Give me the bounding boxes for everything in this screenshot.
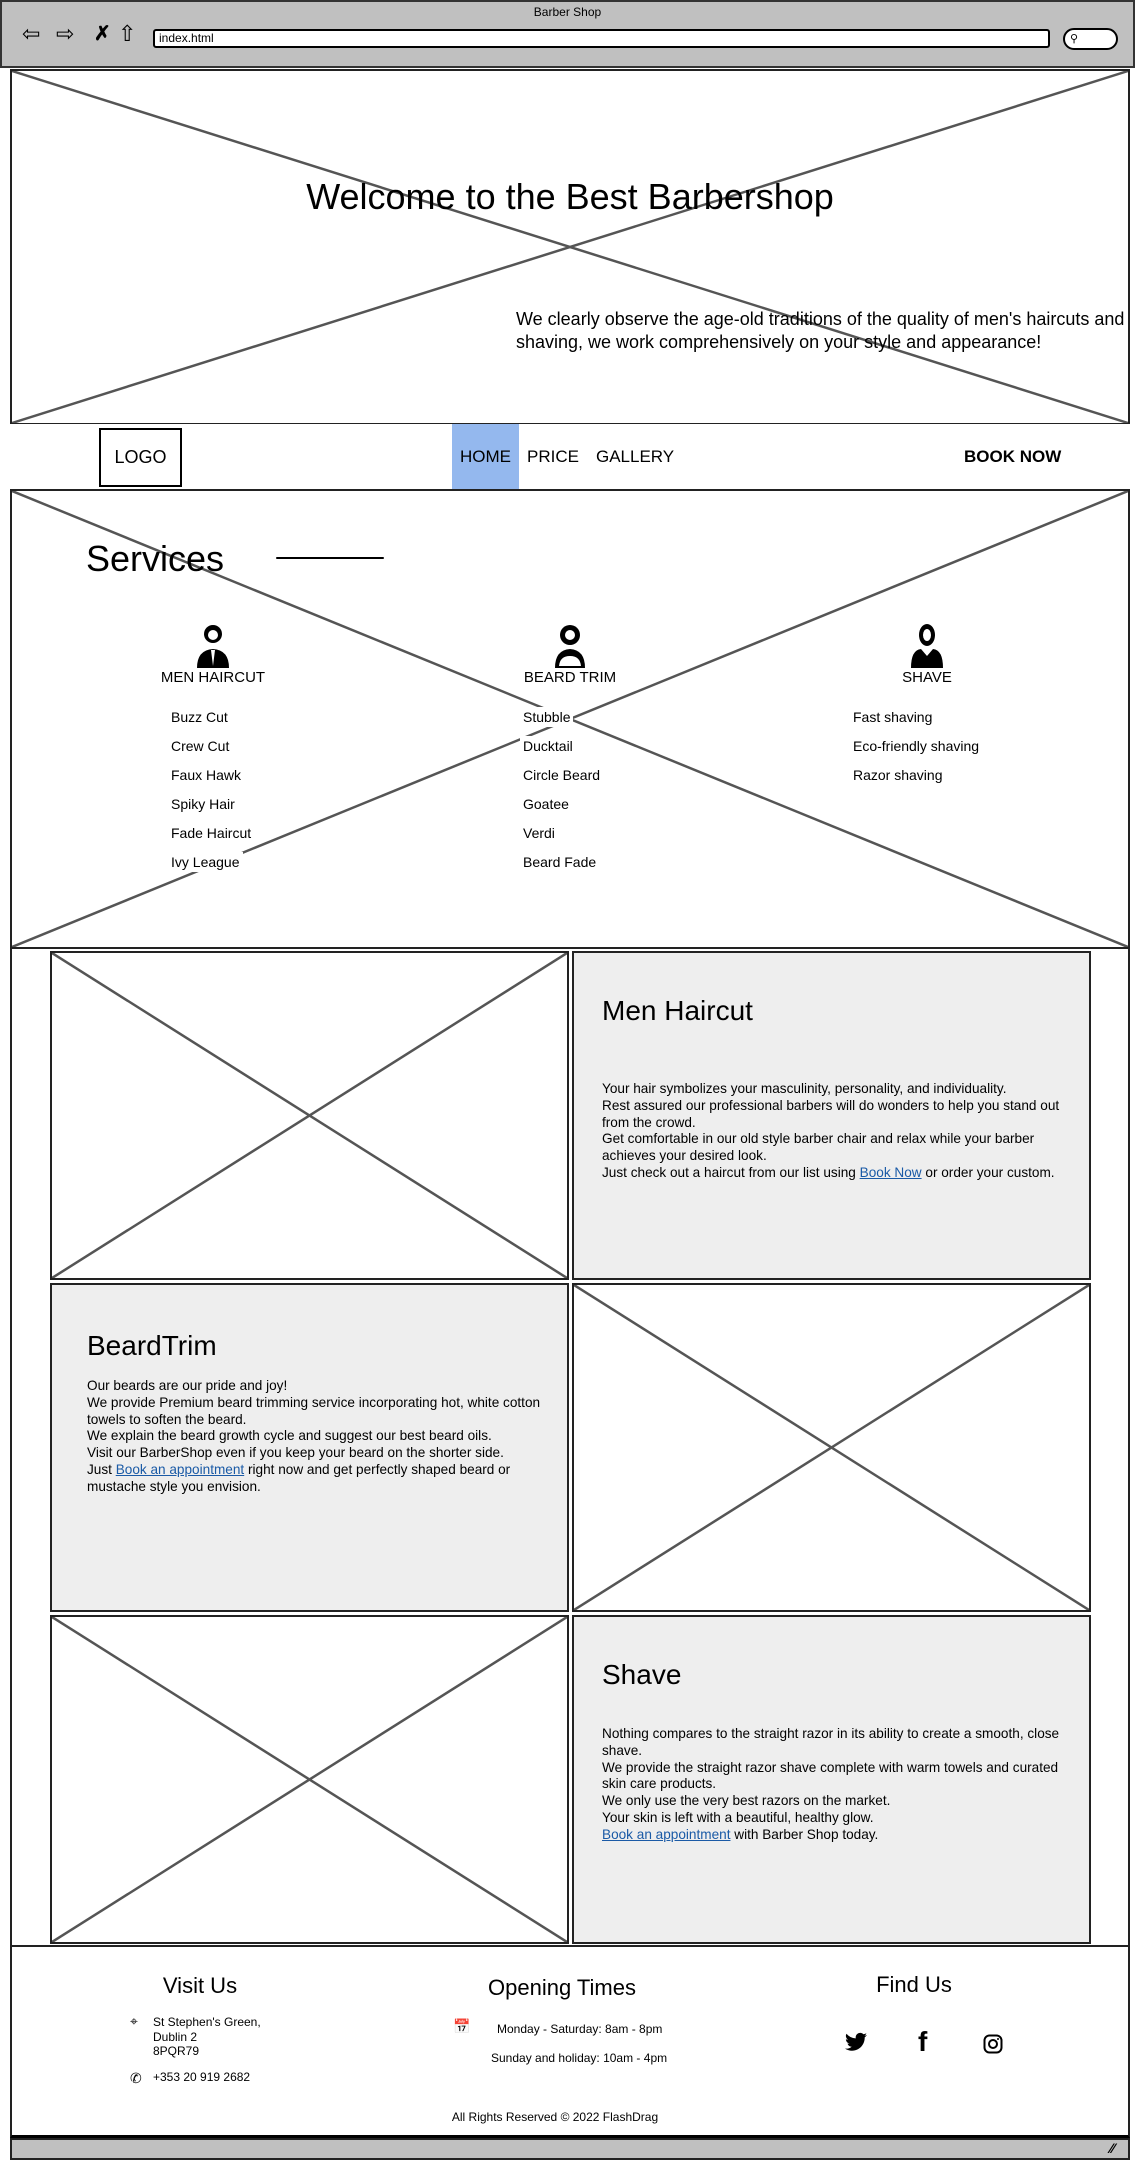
nav-price[interactable]: PRICE xyxy=(527,447,579,466)
service-item: Razor shaving xyxy=(850,765,946,785)
address-line: 8PQR79 xyxy=(153,2044,200,2058)
visit-us-title: Visit Us xyxy=(162,1973,238,1998)
hours-weekday: Monday - Saturday: 8am - 8pm xyxy=(497,2022,663,2036)
text-line xyxy=(602,1827,1082,1844)
beard-text-card xyxy=(50,1283,569,1612)
text: Just check out a haircut from our list using xyxy=(602,1164,860,1180)
calendar-icon: 📅 xyxy=(453,2018,471,2034)
nav-gallery[interactable]: GALLERY xyxy=(596,447,675,466)
service-item: Crew Cut xyxy=(168,736,232,756)
address-line: St Stephen's Green, xyxy=(153,2015,261,2029)
text-line: We provide the straight razor shave complete with warm towels and curated skin care products. xyxy=(602,1759,1059,1792)
service-item: Fast shaving xyxy=(850,707,935,727)
service-item: Stubble xyxy=(520,707,573,727)
close-icon[interactable]: ✗ xyxy=(94,23,111,45)
service-item: Ivy League xyxy=(168,852,243,872)
text-line: Visit our BarberShop even if you keep your beard on the shorter side. xyxy=(87,1445,504,1461)
phone-icon: ✆ xyxy=(130,2070,142,2086)
haircut-text-card xyxy=(572,951,1091,1280)
shave-image-placeholder xyxy=(50,1615,569,1944)
hours-weekend: Sunday and holiday: 10am - 4pm xyxy=(491,2051,668,2065)
beard-trim-label: BEARD TRIM xyxy=(523,669,617,686)
text: with Barber Shop today. xyxy=(730,1826,879,1842)
service-item: Buzz Cut xyxy=(168,707,231,727)
beard-image-placeholder xyxy=(572,1283,1091,1612)
nav-home[interactable]: HOME xyxy=(452,424,519,489)
book-appointment-link[interactable]: Book an appointment xyxy=(602,1826,731,1842)
haircut-title: Men Haircut xyxy=(602,995,753,1026)
instagram-icon[interactable] xyxy=(983,2034,1003,2054)
location-pin-icon: ⌖ xyxy=(130,2013,138,2029)
twitter-icon[interactable] xyxy=(844,2032,868,2054)
address-line: Dublin 2 xyxy=(153,2029,198,2044)
phone-number[interactable]: +353 20 919 2682 xyxy=(153,2070,251,2084)
forward-icon[interactable]: ⇨ xyxy=(56,21,75,46)
hero-title: Welcome to the Best Barbershop xyxy=(306,176,834,217)
service-item: Circle Beard xyxy=(520,765,603,785)
book-appointment-link[interactable]: Book an appointment xyxy=(115,1461,245,1477)
copyright: All Rights Reserved © 2022 FlashDrag xyxy=(451,2110,659,2124)
beard-description xyxy=(87,1378,567,1496)
hero-image-placeholder xyxy=(10,69,1130,425)
service-item: Eco-friendly shaving xyxy=(850,736,982,756)
service-item: Verdi xyxy=(520,823,558,843)
service-item: Beard Fade xyxy=(520,852,599,872)
services-title: Services xyxy=(86,538,225,579)
facebook-icon[interactable]: f xyxy=(918,2026,928,2057)
text-line: Your skin is left with a beautiful, healthy glow. xyxy=(602,1809,874,1825)
address-bar[interactable]: index.html xyxy=(153,29,1050,48)
text-line xyxy=(87,1462,567,1496)
text: or order your custom. xyxy=(921,1164,1055,1180)
text-line: Nothing compares to the straight razor in its ability to create a smooth, close shave. xyxy=(602,1726,1060,1758)
text-line: We explain the beard growth cycle and suggest our best beard oils. xyxy=(87,1428,492,1444)
book-now-button[interactable]: BOOK NOW xyxy=(964,447,1062,466)
service-item: Goatee xyxy=(520,794,572,814)
haircut-description xyxy=(602,1081,1082,1182)
beard-title: BeardTrim xyxy=(87,1330,217,1361)
text: Just xyxy=(87,1461,116,1477)
men-haircut-label: MEN HAIRCUT xyxy=(160,669,266,686)
search-button[interactable] xyxy=(1063,28,1118,50)
person-icon xyxy=(907,622,947,668)
status-bar xyxy=(10,2138,1130,2160)
service-item: Faux Hawk xyxy=(168,765,244,785)
service-item: Ducktail xyxy=(520,736,576,756)
resize-grip-icon[interactable]: ⁄⁄ xyxy=(1110,2140,1115,2156)
home-icon[interactable]: ⇧ xyxy=(118,21,137,46)
back-icon[interactable]: ⇦ xyxy=(22,21,41,46)
text-line: Get comfortable in our old style barber chair and relax while your barber achieves your desired look. xyxy=(602,1131,1035,1164)
address xyxy=(153,2015,261,2059)
window-title: Barber Shop xyxy=(533,5,602,19)
haircut-image-placeholder xyxy=(50,951,569,1280)
text-line: Rest assured our professional barbers will do wonders to help you stand out from the crowd. xyxy=(602,1097,1060,1130)
man-suit-icon xyxy=(193,622,233,668)
text-line xyxy=(602,1165,1082,1182)
title-underline xyxy=(276,557,384,559)
text-line: Your hair symbolizes your masculinity, personality, and individuality. xyxy=(602,1081,1007,1096)
find-us-title: Find Us xyxy=(876,1972,952,1997)
shave-description xyxy=(602,1726,1082,1844)
text: right now and get perfectly shaped beard or mustache style you envision. xyxy=(87,1461,511,1494)
logo[interactable]: LOGO xyxy=(99,428,182,487)
text-line: We provide Premium beard trimming service incorporating hot, white cotton towels to soften the beard. xyxy=(87,1394,541,1427)
shave-label: SHAVE xyxy=(902,669,952,686)
shave-text-card xyxy=(572,1615,1091,1944)
book-now-link[interactable]: Book Now xyxy=(859,1164,922,1180)
service-item: Fade Haircut xyxy=(168,823,254,843)
shave-title: Shave xyxy=(602,1659,682,1690)
service-item: Spiky Hair xyxy=(168,794,238,814)
search-icon: ⚲ xyxy=(1070,33,1079,45)
text-line: We only use the very best razors on the market. xyxy=(602,1793,891,1809)
hero-text: We clearly observe the age-old traditions of the quality of men's haircuts and shaving, we work comprehensively on your style and appearance! xyxy=(516,309,1125,352)
text-line: Our beards are our pride and joy! xyxy=(87,1378,288,1393)
bearded-man-icon xyxy=(550,622,590,668)
opening-times-title: Opening Times xyxy=(488,1975,636,2000)
